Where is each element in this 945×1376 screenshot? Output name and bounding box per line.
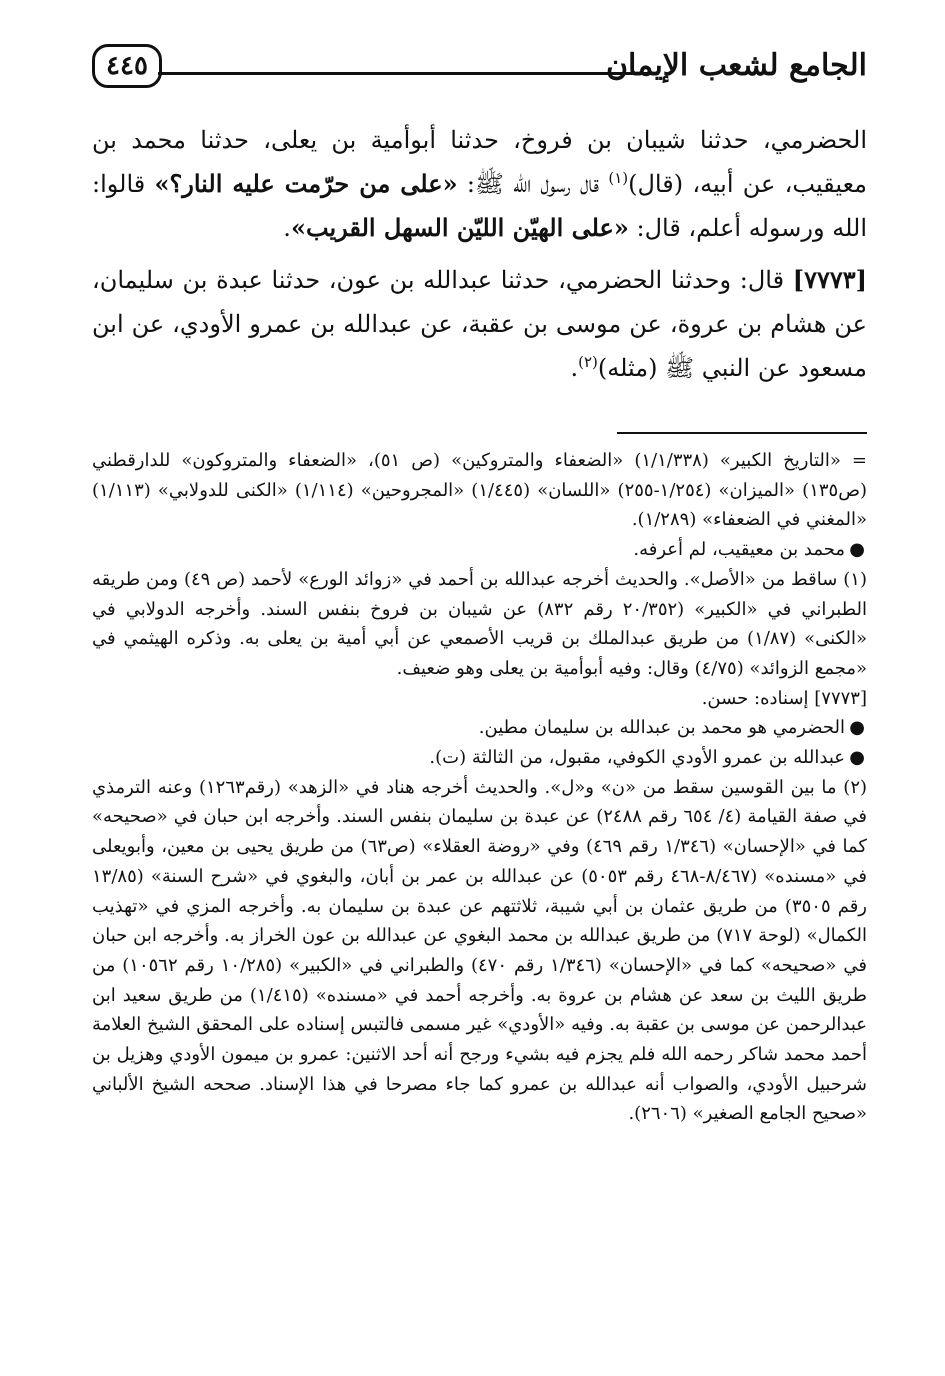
bullet-text: عبدالله بن عمرو الأودي الكوفي، مقبول، من الثالثة (ت).	[429, 747, 845, 769]
header-rule	[158, 72, 649, 75]
bullet-icon: ●	[849, 747, 865, 769]
hadith-1-end: .	[283, 214, 291, 242]
hadith-1-text: الحضرمي، حدثنا شيبان بن فروخ، حدثنا أبوأمية بن يعلى، حدثنا محمد بن معيقيب، عن أبيه، (قال)	[92, 126, 867, 198]
book-title: الجامع لشعب الإيمان	[605, 48, 867, 83]
running-header	[92, 38, 867, 102]
footnote-continuation: = «التاريخ الكبير» (١/١/٣٣٨) «الضعفاء والمتروكين» (ص ٥١)، «الضعفاء والمتروكون» للدارقطني (ص١٣٥) «الميزان» (١/٢٥٤-٢٥٥) «اللسان» (١/٤٤٥) «المجروحين» (١/١١٤) «الكنى للدولابي» (١/١١٣) «المغني في الضعفاء» (١/٢٨٩).	[92, 450, 867, 531]
footnote-bullet	[92, 713, 867, 743]
hadith-2-end: .	[570, 354, 579, 382]
footnote-separator	[617, 432, 867, 434]
main-text	[92, 118, 867, 390]
hadith-1-quote-1: «على من حرّمت عليه النار؟»	[154, 169, 458, 198]
footnote-2: (٢) ما بين القوسين سقط من «ن» و«ل». والحديث أخرجه هناد في «الزهد» (رقم١٢٦٣) وعنه الترمذي في صفة القيامة (٤/ ٦٥٤ رقم ٢٤٨٨) عن عبدة بن سليمان بنفس السند. وأخرجه ابن حبان في «صحيحه» كما في «الإحسان» (١/٣٤٦ رقم ٤٦٩) وفي «روضة العقلاء» (ص٦٣) من طريق يحيى بن معين، وأبويعلى في «مسنده» (٨/٤٦٧-٤٦٨ رقم ٥٠٥٣) عن عبدالله بن عمر بن أبان، والبغوي في «شرح السنة» (١٣/٨٥ رقم ٣٥٠٥) من طريق عثمان بن أبي شيبة، ثلاثتهم عن عبدة بن سليمان به. وأخرجه المزي في «تهذيب الكمال» (لوحة ٧١٧) من طريق عبدالله بن محمد البغوي عن عبدالله بن عون الخراز به. وأخرجه ابن حبان في «صحيحه» كما في «الإحسان» (١/٣٤٦ رقم ٤٧٠) والطبراني في «الكبير» (١٠/٢٨٥ رقم ١٠٥٦٢) من طريق الليث بن سعد عن هشام بن عروة به. وأخرجه أحمد في «مسنده» (١/٤١٥) من طريق سعيد ابن عبدالرحمن عن موسى بن عقبة به. وفيه «الأودي» غير مسمى فالتبس إسناده على المحقق الشيخ العلامة أحمد محمد شاكر رحمه الله فلم يجزم فيه بشيء ورجح أنه أحد الاثنين: عمرو بن ميمون الأودي وهزيل بن شرحبيل الأودي، والصواب أنه عبدالله بن عمرو كما جاء مصرحا في هذا الإسناد. صححه الشيخ الألباني «صحيح الجامع الصغير» (٢٦٠٦).	[92, 776, 868, 1125]
hadith-paragraph-2	[92, 258, 867, 390]
bullet-text: محمد بن معيقيب، لم أعرفه.	[633, 539, 845, 561]
footnote-bullet	[92, 743, 867, 773]
hadith-2-text: قال: وحدثنا الحضرمي، حدثنا عبدالله بن عون، حدثنا عبدة بن سليمان، عن هشام بن عروة، عن موسى بن عقبة، عن عبدالله بن عمرو الأودي، عن ابن مسعود عن النبي ﷺ (مثله)	[92, 266, 867, 382]
footnote-bullet	[92, 535, 867, 565]
bullet-text: الحضرمي هو محمد بن عبدالله بن سليمان مطين.	[478, 717, 845, 739]
hadith-1-quote-2: «على الهيّن الليّن السهل القريب»	[290, 213, 629, 242]
hadith-1-text-3: قالوا: الله ورسوله أعلم، قال:	[92, 170, 867, 242]
footnote-ref-2: (٢)	[578, 353, 598, 371]
hadith-paragraph-1	[92, 118, 867, 250]
footnote-1: (١) ساقط من «الأصل». والحديث أخرجه عبدالله بن أحمد في «زوائد الورع» لأحمد (ص ٤٩) ومن طريقه الطبراني في «الكبير» (٢٠/٣٥٢ رقم ٨٣٢) عن شيبان بن فروخ بنفس السند. وأخرجه الدولابي في «الكنى» (١/٨٧) من طريق عبدالملك بن قريب الأصمعي عن أبي أمية بن يعلى به. وذكره الهيثمي في «مجمع الزوائد» (٤/٧٥) وقال: وفيه أبوأمية بن يعلى وهو ضعيف.	[92, 568, 867, 679]
footnote-ref-1: (١)	[608, 169, 629, 187]
hadith-number: [٧٧٧٣]	[792, 265, 867, 294]
page-number: ٤٤٥	[92, 44, 162, 88]
bullet-icon: ●	[849, 539, 865, 561]
isnad-grading: [٧٧٧٣] إسناده: حسن.	[701, 687, 867, 709]
footnotes	[92, 440, 867, 1129]
hadith-1-text-2: قال رسول الله ﷺ:	[457, 170, 609, 198]
bullet-icon: ●	[849, 717, 865, 739]
